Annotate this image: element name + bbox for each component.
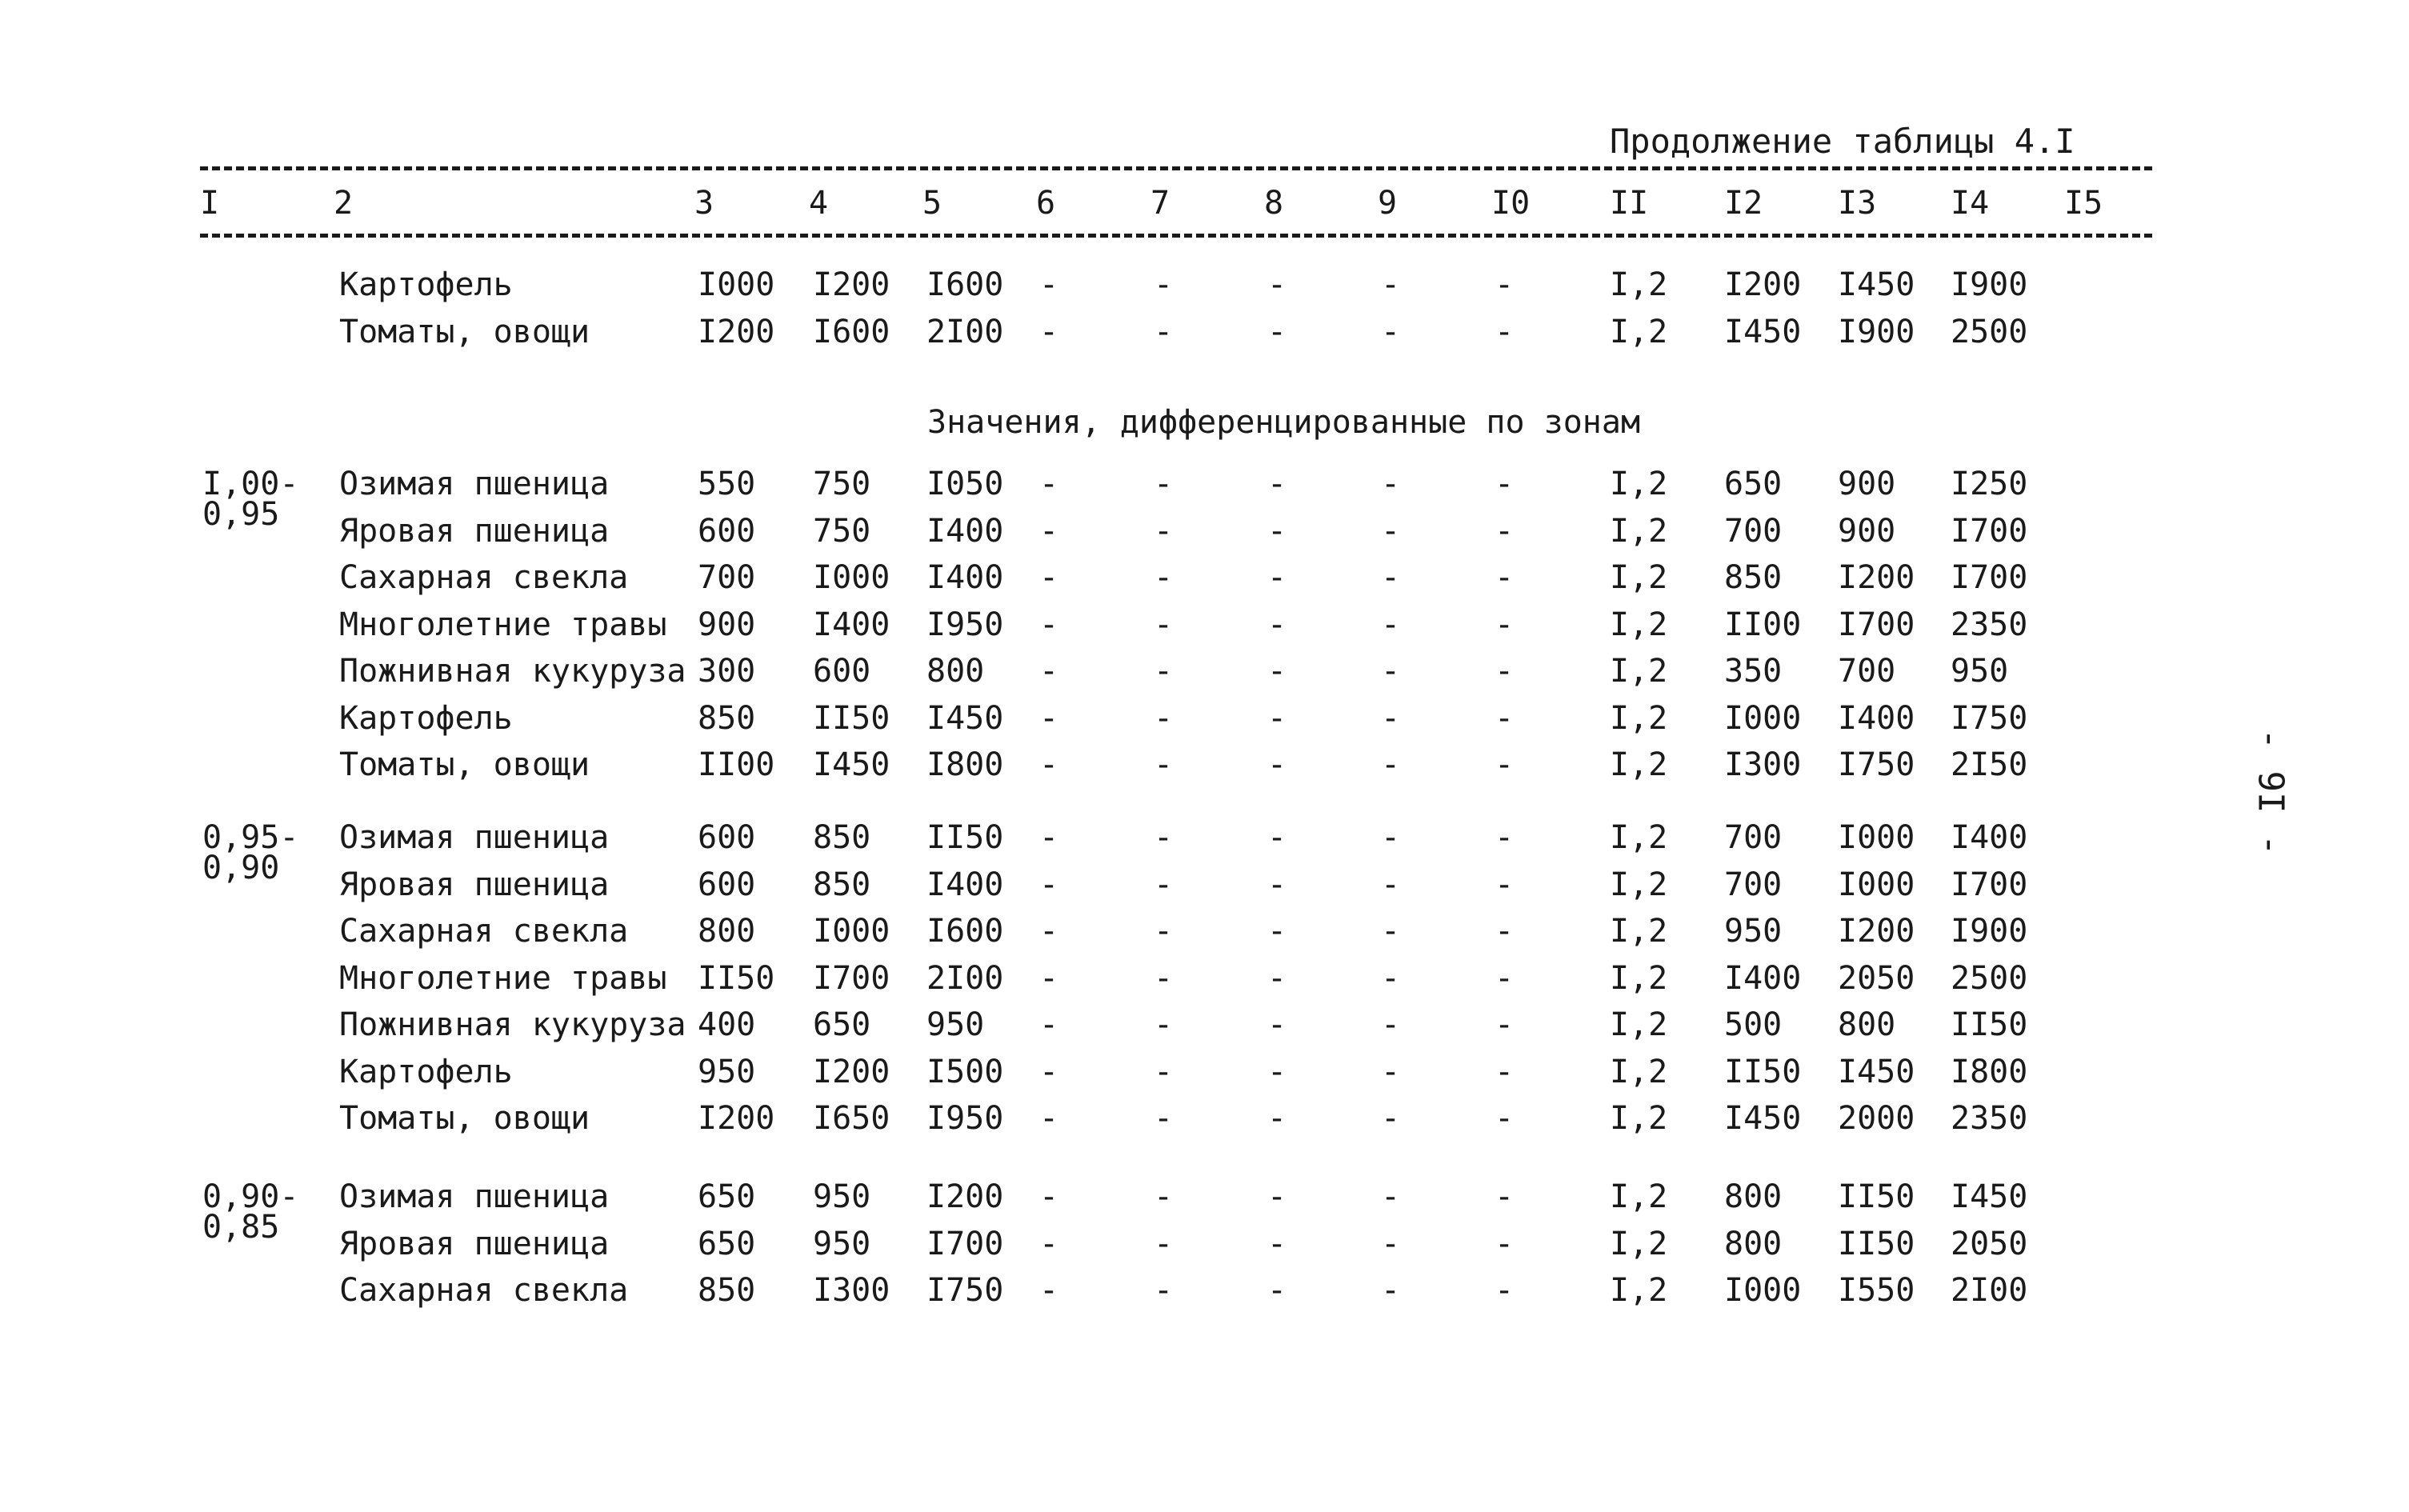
value-cell-v14: I900 (1951, 913, 2028, 950)
value-cell-d7: - (1154, 313, 1174, 350)
value-cell-v5: 800 (926, 653, 985, 690)
value-cell-v14: 2500 (1951, 313, 2028, 350)
value-cell-d6: - (1039, 606, 1059, 643)
value-cell-v4: 850 (813, 819, 871, 856)
value-cell-v3: I000 (698, 266, 775, 303)
value-cell-d8: - (1267, 266, 1287, 303)
value-cell-d8: - (1267, 1006, 1287, 1043)
value-cell-v11: I,2 (1610, 466, 1668, 502)
value-cell-d10: - (1495, 559, 1515, 596)
value-cell-v3: 850 (698, 1272, 756, 1309)
value-cell-v5: 2I00 (926, 959, 1004, 997)
value-cell-d7: - (1154, 266, 1174, 303)
value-cell-v13: II50 (1838, 1178, 1915, 1215)
value-cell-v12: 800 (1724, 1178, 1783, 1215)
value-cell-v13: I900 (1838, 313, 1915, 350)
value-cell-v3: 850 (698, 699, 756, 737)
page-number (2243, 720, 2299, 864)
value-cell-v5: I500 (926, 1053, 1004, 1090)
value-cell-d8: - (1267, 313, 1287, 350)
column-header-8: 8 (1264, 185, 1284, 222)
value-cell-v13: II50 (1838, 1225, 1915, 1262)
value-cell-d7: - (1154, 819, 1174, 856)
column-header-7: 7 (1150, 185, 1170, 222)
value-cell-d8: - (1267, 559, 1287, 596)
value-cell-v14: I800 (1951, 1053, 2028, 1090)
value-cell-v5: I950 (926, 1100, 1004, 1137)
value-cell-v13: I200 (1838, 559, 1915, 596)
value-cell-v4: 600 (813, 653, 871, 690)
column-header-4: 4 (809, 185, 829, 222)
crop-name-cell: Пожнивная кукуруза (339, 1006, 686, 1043)
value-cell-d6: - (1039, 819, 1059, 856)
value-cell-v5: I050 (926, 466, 1004, 502)
crop-name-cell: Яровая пшеница (339, 866, 610, 903)
value-cell-d6: - (1039, 1272, 1059, 1309)
column-header-12: I2 (1724, 185, 1763, 222)
column-header-14: I4 (1951, 185, 1990, 222)
value-cell-v14: I400 (1951, 819, 2028, 856)
column-header-15: I5 (2064, 185, 2103, 222)
value-cell-d6: - (1039, 959, 1059, 997)
value-cell-v4: 950 (813, 1225, 871, 1262)
value-cell-d9: - (1381, 466, 1401, 502)
value-cell-d10: - (1495, 959, 1515, 997)
value-cell-v4: I200 (813, 266, 890, 303)
column-header-1: I (200, 185, 220, 222)
value-cell-d10: - (1495, 746, 1515, 783)
zone-label-line-2: 0,85 (202, 1209, 280, 1246)
value-cell-d9: - (1381, 1225, 1401, 1262)
value-cell-v4: 650 (813, 1006, 871, 1043)
value-cell-v5: 2I00 (926, 313, 1004, 350)
value-cell-v11: I,2 (1610, 1100, 1668, 1137)
value-cell-v11: I,2 (1610, 959, 1668, 997)
value-cell-d7: - (1154, 959, 1174, 997)
value-cell-d6: - (1039, 866, 1059, 903)
value-cell-v3: 650 (698, 1178, 756, 1215)
value-cell-d8: - (1267, 1053, 1287, 1090)
value-cell-v12: 650 (1724, 466, 1783, 502)
value-cell-d10: - (1495, 1100, 1515, 1137)
value-cell-v12: II00 (1724, 606, 1802, 643)
zone-label-line-1: 0,90- (202, 1178, 299, 1215)
value-cell-d9: - (1381, 913, 1401, 950)
value-cell-v12: II50 (1724, 1053, 1802, 1090)
value-cell-d8: - (1267, 606, 1287, 643)
crop-name-cell: Картофель (339, 699, 513, 737)
value-cell-v5: I950 (926, 606, 1004, 643)
value-cell-d10: - (1495, 466, 1515, 502)
value-cell-v11: I,2 (1610, 819, 1668, 856)
crop-name-cell: Озимая пшеница (339, 466, 610, 502)
value-cell-d7: - (1154, 512, 1174, 550)
value-cell-v4: 850 (813, 866, 871, 903)
value-cell-v14: 950 (1951, 653, 2009, 690)
value-cell-d10: - (1495, 1272, 1515, 1309)
value-cell-d7: - (1154, 913, 1174, 950)
value-cell-v4: I450 (813, 746, 890, 783)
value-cell-v13: 900 (1838, 466, 1896, 502)
value-cell-v3: 800 (698, 913, 756, 950)
value-cell-v11: I,2 (1610, 866, 1668, 903)
value-cell-v14: 2350 (1951, 606, 2028, 643)
value-cell-d10: - (1495, 606, 1515, 643)
zone-label-line-1: 0,95- (202, 819, 299, 856)
section-caption: Значения, дифференцированные по зонам (927, 404, 1641, 441)
crop-name-cell: Томаты, овощи (339, 313, 590, 350)
zone-label-line-2: 0,90 (202, 850, 280, 886)
crop-name-cell: Яровая пшеница (339, 512, 610, 550)
value-cell-d10: - (1495, 699, 1515, 737)
page-number-text: - 9I - (2250, 728, 2291, 856)
value-cell-v3: I200 (698, 313, 775, 350)
value-cell-v14: 2I50 (1951, 746, 2028, 783)
value-cell-v3: 600 (698, 819, 756, 856)
value-cell-v4: I200 (813, 1053, 890, 1090)
value-cell-d6: - (1039, 913, 1059, 950)
value-cell-v13: 2050 (1838, 959, 1915, 997)
value-cell-v4: 750 (813, 512, 871, 550)
column-header-13: I3 (1838, 185, 1877, 222)
value-cell-d8: - (1267, 1225, 1287, 1262)
value-cell-d7: - (1154, 1225, 1174, 1262)
value-cell-v14: I700 (1951, 866, 2028, 903)
zone-label-line-2: 0,95 (202, 496, 280, 533)
value-cell-v11: I,2 (1610, 1272, 1668, 1309)
crop-name-cell: Сахарная свекла (339, 559, 629, 596)
value-cell-v13: I750 (1838, 746, 1915, 783)
value-cell-v12: 700 (1724, 819, 1783, 856)
value-cell-v14: 2I00 (1951, 1272, 2028, 1309)
value-cell-v11: I,2 (1610, 512, 1668, 550)
value-cell-v5: I700 (926, 1225, 1004, 1262)
value-cell-v13: I550 (1838, 1272, 1915, 1309)
value-cell-d7: - (1154, 466, 1174, 502)
column-header-9: 9 (1378, 185, 1398, 222)
table-title: Продолжение таблицы 4.I (1610, 122, 2075, 161)
value-cell-v14: I250 (1951, 466, 2028, 502)
value-cell-v3: 700 (698, 559, 756, 596)
value-cell-v3: 950 (698, 1053, 756, 1090)
value-cell-v12: 350 (1724, 653, 1783, 690)
value-cell-d10: - (1495, 653, 1515, 690)
value-cell-v4: I400 (813, 606, 890, 643)
value-cell-v12: I000 (1724, 699, 1802, 737)
value-cell-d6: - (1039, 699, 1059, 737)
value-cell-v5: I400 (926, 559, 1004, 596)
value-cell-d9: - (1381, 559, 1401, 596)
value-cell-d9: - (1381, 1272, 1401, 1309)
value-cell-v5: I400 (926, 866, 1004, 903)
value-cell-v3: 600 (698, 512, 756, 550)
value-cell-v4: I000 (813, 913, 890, 950)
value-cell-v12: I200 (1724, 266, 1802, 303)
value-cell-d10: - (1495, 1006, 1515, 1043)
value-cell-d9: - (1381, 1053, 1401, 1090)
value-cell-v12: I300 (1724, 746, 1802, 783)
value-cell-d10: - (1495, 866, 1515, 903)
value-cell-v4: 750 (813, 466, 871, 502)
value-cell-d8: - (1267, 653, 1287, 690)
value-cell-v5: II50 (926, 819, 1004, 856)
value-cell-v13: I450 (1838, 1053, 1915, 1090)
value-cell-d7: - (1154, 653, 1174, 690)
value-cell-v5: I800 (926, 746, 1004, 783)
value-cell-d10: - (1495, 1225, 1515, 1262)
value-cell-d10: - (1495, 819, 1515, 856)
value-cell-d10: - (1495, 313, 1515, 350)
value-cell-d10: - (1495, 913, 1515, 950)
value-cell-d9: - (1381, 746, 1401, 783)
value-cell-v4: II50 (813, 699, 890, 737)
value-cell-d9: - (1381, 1178, 1401, 1215)
value-cell-v12: 700 (1724, 512, 1783, 550)
value-cell-d6: - (1039, 512, 1059, 550)
value-cell-d10: - (1495, 512, 1515, 550)
value-cell-v11: I,2 (1610, 266, 1668, 303)
crop-name-cell: Томаты, овощи (339, 746, 590, 783)
column-header-11: II (1610, 185, 1649, 222)
value-cell-v14: I900 (1951, 266, 2028, 303)
value-cell-d9: - (1381, 653, 1401, 690)
value-cell-v3: 400 (698, 1006, 756, 1043)
value-cell-d6: - (1039, 746, 1059, 783)
value-cell-d6: - (1039, 653, 1059, 690)
value-cell-d7: - (1154, 1006, 1174, 1043)
value-cell-v13: I000 (1838, 819, 1915, 856)
value-cell-d10: - (1495, 266, 1515, 303)
value-cell-v3: II50 (698, 959, 775, 997)
value-cell-v13: I400 (1838, 699, 1915, 737)
value-cell-d7: - (1154, 1272, 1174, 1309)
value-cell-v12: 850 (1724, 559, 1783, 596)
value-cell-v11: I,2 (1610, 653, 1668, 690)
value-cell-v13: 700 (1838, 653, 1896, 690)
value-cell-d8: - (1267, 1272, 1287, 1309)
column-header-5: 5 (922, 185, 942, 222)
crop-name-cell: Озимая пшеница (339, 819, 610, 856)
value-cell-v14: I700 (1951, 559, 2028, 596)
value-cell-v4: I000 (813, 559, 890, 596)
value-cell-v14: 2500 (1951, 959, 2028, 997)
value-cell-d8: - (1267, 913, 1287, 950)
value-cell-d7: - (1154, 866, 1174, 903)
value-cell-d8: - (1267, 1100, 1287, 1137)
crop-name-cell: Озимая пшеница (339, 1178, 610, 1215)
value-cell-v3: I200 (698, 1100, 775, 1137)
value-cell-v11: I,2 (1610, 913, 1668, 950)
column-header-6: 6 (1036, 185, 1056, 222)
value-cell-d9: - (1381, 313, 1401, 350)
value-cell-v3: 650 (698, 1225, 756, 1262)
value-cell-v5: I600 (926, 266, 1004, 303)
value-cell-d9: - (1381, 266, 1401, 303)
value-cell-d6: - (1039, 1006, 1059, 1043)
value-cell-v3: 300 (698, 653, 756, 690)
value-cell-d9: - (1381, 819, 1401, 856)
value-cell-v13: 800 (1838, 1006, 1896, 1043)
crop-name-cell: Пожнивная кукуруза (339, 653, 686, 690)
value-cell-v11: I,2 (1610, 1178, 1668, 1215)
value-cell-d7: - (1154, 699, 1174, 737)
column-header-2: 2 (334, 185, 354, 222)
value-cell-v3: 900 (698, 606, 756, 643)
value-cell-d8: - (1267, 466, 1287, 502)
value-cell-v12: 500 (1724, 1006, 1783, 1043)
value-cell-v11: I,2 (1610, 699, 1668, 737)
value-cell-v14: I700 (1951, 512, 2028, 550)
value-cell-d8: - (1267, 746, 1287, 783)
crop-name-cell: Картофель (339, 1053, 513, 1090)
crop-name-cell: Картофель (339, 266, 513, 303)
value-cell-d10: - (1495, 1053, 1515, 1090)
value-cell-v12: 700 (1724, 866, 1783, 903)
value-cell-v12: 950 (1724, 913, 1783, 950)
value-cell-v4: I650 (813, 1100, 890, 1137)
value-cell-v5: 950 (926, 1006, 985, 1043)
value-cell-d8: - (1267, 866, 1287, 903)
value-cell-v11: I,2 (1610, 559, 1668, 596)
value-cell-d8: - (1267, 819, 1287, 856)
value-cell-v13: I000 (1838, 866, 1915, 903)
value-cell-v13: 2000 (1838, 1100, 1915, 1137)
value-cell-v5: I400 (926, 512, 1004, 550)
value-cell-d6: - (1039, 266, 1059, 303)
value-cell-v14: 2350 (1951, 1100, 2028, 1137)
zone-label-line-1: I,00- (202, 466, 299, 502)
value-cell-v4: 950 (813, 1178, 871, 1215)
value-cell-d9: - (1381, 699, 1401, 737)
value-cell-d9: - (1381, 512, 1401, 550)
value-cell-d8: - (1267, 699, 1287, 737)
value-cell-v14: II50 (1951, 1006, 2028, 1043)
crop-name-cell: Томаты, овощи (339, 1100, 590, 1137)
value-cell-d9: - (1381, 1100, 1401, 1137)
value-cell-d6: - (1039, 466, 1059, 502)
value-cell-d6: - (1039, 1100, 1059, 1137)
value-cell-d7: - (1154, 1178, 1174, 1215)
value-cell-v4: I600 (813, 313, 890, 350)
crop-name-cell: Многолетние травы (339, 959, 667, 997)
value-cell-v12: 800 (1724, 1225, 1783, 1262)
value-cell-d7: - (1154, 606, 1174, 643)
value-cell-v3: 600 (698, 866, 756, 903)
value-cell-v11: I,2 (1610, 1225, 1668, 1262)
column-header-3: 3 (694, 185, 714, 222)
value-cell-v4: I300 (813, 1272, 890, 1309)
value-cell-v12: I000 (1724, 1272, 1802, 1309)
value-cell-v13: I200 (1838, 913, 1915, 950)
column-header-10: I0 (1491, 185, 1531, 222)
crop-name-cell: Яровая пшеница (339, 1225, 610, 1262)
value-cell-v4: I700 (813, 959, 890, 997)
value-cell-d9: - (1381, 959, 1401, 997)
value-cell-d6: - (1039, 313, 1059, 350)
value-cell-d7: - (1154, 1053, 1174, 1090)
value-cell-v5: I600 (926, 913, 1004, 950)
value-cell-v12: I450 (1724, 313, 1802, 350)
value-cell-v11: I,2 (1610, 606, 1668, 643)
value-cell-v3: II00 (698, 746, 775, 783)
value-cell-d7: - (1154, 559, 1174, 596)
value-cell-d7: - (1154, 746, 1174, 783)
value-cell-d8: - (1267, 512, 1287, 550)
crop-name-cell: Многолетние травы (339, 606, 667, 643)
value-cell-v11: I,2 (1610, 313, 1668, 350)
value-cell-v11: I,2 (1610, 1053, 1668, 1090)
value-cell-v5: I450 (926, 699, 1004, 737)
value-cell-v11: I,2 (1610, 746, 1668, 783)
value-cell-v3: 550 (698, 466, 756, 502)
value-cell-d6: - (1039, 1053, 1059, 1090)
value-cell-d8: - (1267, 1178, 1287, 1215)
value-cell-d6: - (1039, 1178, 1059, 1215)
crop-name-cell: Сахарная свекла (339, 913, 629, 950)
value-cell-v13: I450 (1838, 266, 1915, 303)
value-cell-d8: - (1267, 959, 1287, 997)
value-cell-v11: I,2 (1610, 1006, 1668, 1043)
value-cell-v5: I200 (926, 1178, 1004, 1215)
value-cell-d6: - (1039, 1225, 1059, 1262)
value-cell-v13: 900 (1838, 512, 1896, 550)
crop-name-cell: Сахарная свекла (339, 1272, 629, 1309)
value-cell-d9: - (1381, 606, 1401, 643)
value-cell-v12: I450 (1724, 1100, 1802, 1137)
value-cell-v12: I400 (1724, 959, 1802, 997)
value-cell-d7: - (1154, 1100, 1174, 1137)
value-cell-v14: I450 (1951, 1178, 2028, 1215)
value-cell-v14: I750 (1951, 699, 2028, 737)
value-cell-v13: I700 (1838, 606, 1915, 643)
value-cell-d6: - (1039, 559, 1059, 596)
value-cell-d9: - (1381, 866, 1401, 903)
value-cell-v14: 2050 (1951, 1225, 2028, 1262)
value-cell-v5: I750 (926, 1272, 1004, 1309)
value-cell-d9: - (1381, 1006, 1401, 1043)
value-cell-d10: - (1495, 1178, 1515, 1215)
